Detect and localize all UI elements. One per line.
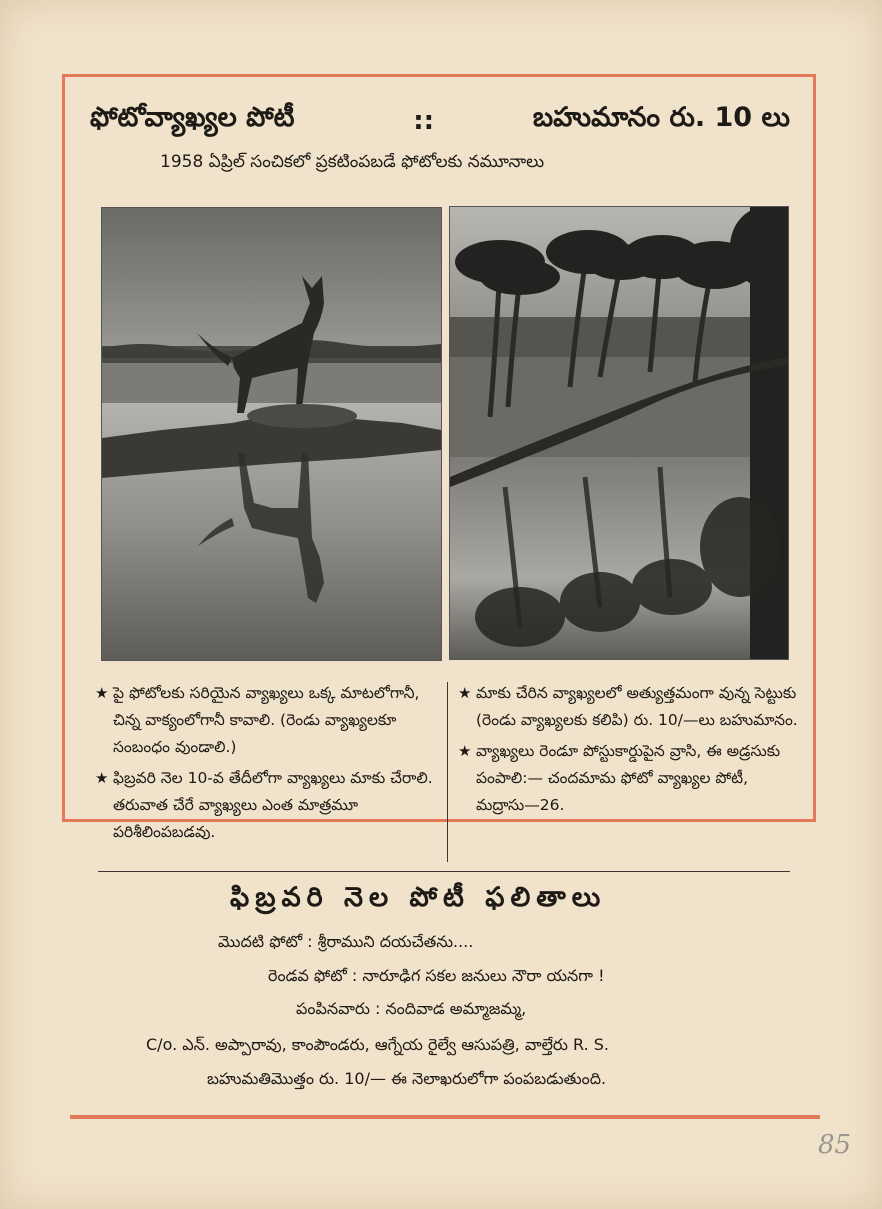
winner-address: C/o. ఎన్. అప్పారావు, కాంపౌండరు, ఆగ్నేయ రైల్వే ఆసుపత్రి, వాల్తేరు R. S.: [146, 1035, 609, 1054]
column-divider: [447, 682, 448, 862]
rules-right-column: [458, 680, 798, 823]
contest-title: ఫోటోవ్యాఖ్యల పోటీ: [90, 102, 295, 133]
page-number: 85: [818, 1130, 852, 1160]
star-icon: ★: [458, 742, 472, 760]
winner-name: పంపినవారు : నందివాడ అమ్మాజమ్మ,: [296, 999, 527, 1018]
rule-text: మాకు చేరిన వ్యాఖ్యలలో అత్యుత్తమంగా వున్న సెట్టుకు (రెండు వ్యాఖ్యలకు కలిపి) రు. 10/—లు బహుమానం.: [476, 684, 798, 729]
rule-text: ఫిబ్రవరి నెల 10-వ తేదీలోగా వ్యాఖ్యలు మాకు చేరాలి. తరువాత చేరే వ్యాఖ్యలు ఎంత మాత్రమూ పరిశీలింపబడవు.: [113, 769, 433, 841]
first-photo-result: మొదటి ఫోటో : శ్రీరాముని దయచేతను....: [218, 932, 474, 951]
prize-note: బహుమతిమొత్తం రు. 10/— ఈ నెలాఖరులోగా పంపబడుతుంది.: [207, 1069, 607, 1088]
rule-item: [95, 680, 447, 761]
rule-item: [95, 765, 447, 846]
rules-left-column: [95, 680, 447, 850]
header-separator: ::: [413, 106, 435, 136]
dog-reflection-photo: [101, 207, 442, 661]
section-divider: [98, 871, 790, 872]
rule-text: పై ఫోటోలకు సరియైన వ్యాఖ్యలు ఒక్క మాటలోగానీ, చిన్న వాక్యంలోగానీ కావాలి. (రెండు వ్యాఖ్యలకూ సంబంధం వుండాలి.): [113, 684, 420, 756]
star-icon: ★: [95, 684, 109, 702]
results-title: ఫిబ్రవరి నెల పోటీ ఫలితాలు: [230, 882, 607, 913]
rule-item: [458, 738, 798, 819]
star-icon: ★: [95, 769, 109, 787]
bottom-border: [70, 1115, 820, 1119]
palm-trees-reflection-photo: [449, 206, 789, 660]
rule-item: [458, 680, 798, 734]
contest-header: [90, 98, 790, 144]
contest-subtitle: 1958 ఏప్రిల్ సంచికలో ప్రకటింపబడే ఫోటోలకు నమూనాలు: [160, 152, 545, 172]
rule-text: వ్యాఖ్యలు రెండూ పోస్టుకార్డుపైన వ్రాసి, ఈ అడ్రసుకు పంపాలి:— చందమామ ఫోటో వ్యాఖ్యల పోటీ, మద్రాసు—26.: [476, 742, 781, 814]
second-photo-result: రెండవ ఫోటో : నారూఢిగ సకల జనులు నౌరా యనగా !: [268, 966, 605, 985]
star-icon: ★: [458, 684, 472, 702]
prize-title: బహుమానం రు. 10 లు: [532, 102, 790, 133]
